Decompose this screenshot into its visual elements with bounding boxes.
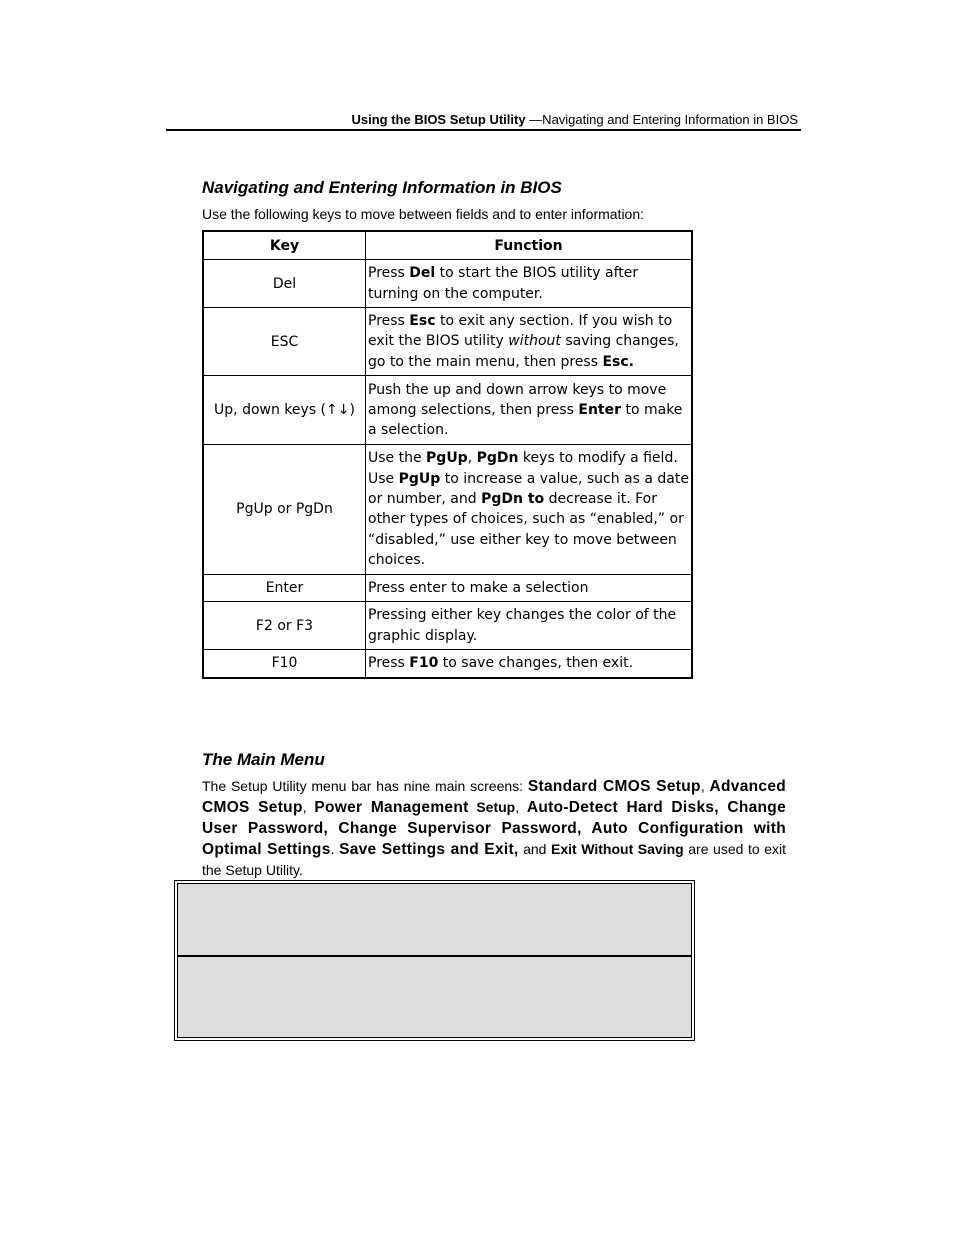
body-text: , [700,778,710,794]
table-row [203,602,692,650]
section-title-navigating: Navigating and Entering Information in BIOS [202,178,562,197]
column-header-key: Key [203,231,366,260]
running-header-title: Using the BIOS Setup Utility [351,112,526,127]
menu-name-standard-cmos: Standard CMOS Setup [527,778,701,795]
function-text: Press [368,313,410,329]
section-intro: Use the following keys to move between fields and to enter information: [202,206,645,222]
function-text: Press [368,265,410,282]
function-text: decrease it. For other types of choices, such as “enabled,” or “disabled,” use either key to move between choices. [368,491,684,569]
main-menu-screenshot-top-panel [178,884,691,957]
function-text: Use the [368,450,427,467]
table-row [203,376,692,445]
key-cell: PgUp or PgDn [203,445,366,574]
body-text: and [518,841,552,857]
function-key-bold: Esc. [602,353,634,370]
key-cell: F2 or F3 [203,602,366,650]
menu-name-advanced-cmos: Advanced CMOS Setup [202,778,787,816]
menu-name-exit-without-saving: Exit Without Saving [551,841,684,857]
function-cell [366,260,693,308]
function-cell [366,574,693,601]
function-text: Press enter to make a selection [368,579,589,596]
table-row [203,308,692,376]
function-text: to exit any section. If you wish to exit the BIOS utility [368,313,673,350]
function-text: to increase a value, such as a date or number, and [368,470,689,508]
body-text: are used to exit the Setup Utility. [202,841,786,878]
function-text: saving changes, go to the main menu, then press [368,333,679,370]
function-emphasis: without [508,333,561,350]
key-cell: Del [203,260,366,308]
key-cell: Enter [203,574,366,601]
function-key-bold: PgDn to [481,491,545,508]
key-cell: F10 [203,650,366,678]
function-cell [366,602,693,650]
key-cell: Up, down keys (↑↓) [203,376,366,445]
key-cell: ESC [203,308,366,376]
header-rule [166,129,801,131]
keys-table [202,230,693,679]
function-key-bold: Enter [578,402,622,419]
menu-name-setup-suffix: Setup [468,799,516,815]
section-title-main-menu: The Main Menu [202,750,325,769]
column-header-function: Function [366,231,693,260]
menu-name-list: Auto-Detect Hard Disks, Change User Password, Change Supervisor Password, Auto Configuration with Optimal Settings [202,799,786,858]
table-row [203,650,692,678]
function-key-bold: F10 [409,655,439,672]
function-text: to make a selection. [368,402,683,439]
menu-name-save-exit: Save Settings and Exit, [339,841,519,858]
table-row [203,574,692,601]
function-key-bold: PgDn [476,450,519,467]
function-key-bold: Del [409,265,436,282]
table-row [203,260,692,308]
main-menu-screenshot-placeholder [174,880,695,1041]
function-key-bold: PgUp [398,470,441,487]
main-menu-screenshot-inner [177,883,692,1038]
function-text: keys to modify a field. Use [368,450,678,487]
table-header-row [203,231,692,260]
body-text: , [302,799,315,815]
function-cell [366,376,693,445]
main-menu-screenshot-bottom-panel [178,957,691,1037]
function-text: , [467,450,477,467]
function-key-bold: PgUp [426,450,468,467]
function-cell [366,445,693,574]
function-key-bold: Esc [409,313,436,329]
running-header-subtitle: —Navigating and Entering Information in BIOS [525,112,798,127]
function-text: Push the up and down arrow keys to move among selections, then press [368,381,667,419]
main-menu-description [202,776,786,880]
table-row [203,445,692,574]
running-header [166,111,800,129]
function-cell [366,308,693,376]
function-text: to start the BIOS utility after turning on the computer. [368,265,639,302]
function-text: Press [368,655,410,672]
function-cell [366,650,693,678]
body-text: The Setup Utility menu bar has nine main screens: [202,778,528,794]
body-text: , [515,799,527,815]
menu-name-power-management: Power Management [314,799,469,816]
body-text: . [330,841,340,857]
function-text: Pressing either key changes the color of the graphic display. [368,607,677,644]
function-text: to save changes, then exit. [438,655,634,672]
